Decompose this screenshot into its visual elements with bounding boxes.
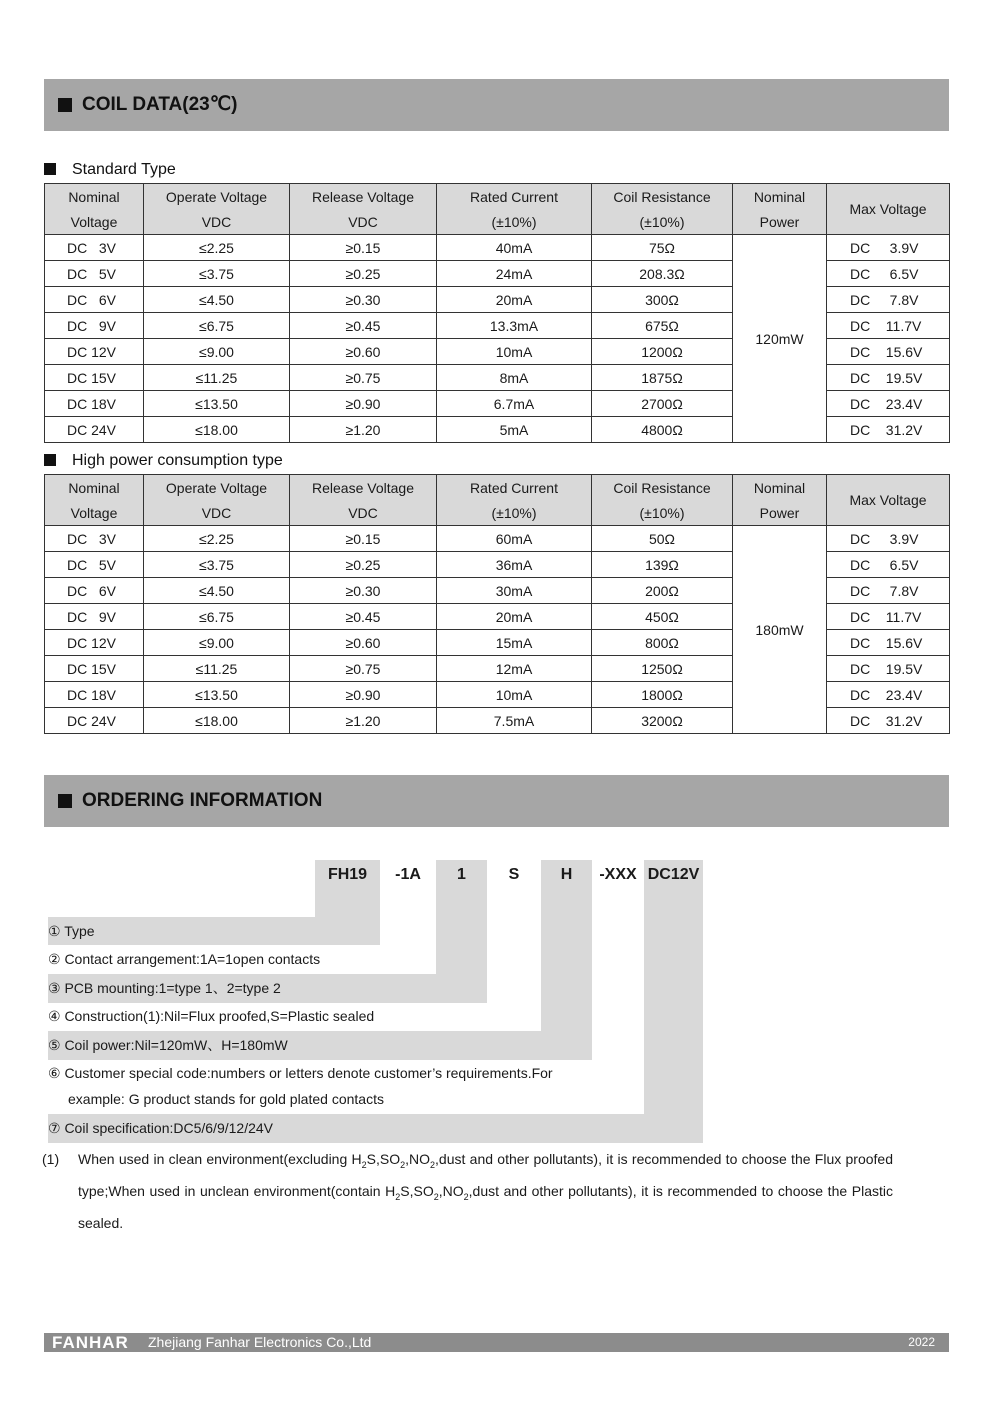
cell-current: 60mA [437,526,592,552]
cell-current: 20mA [437,604,592,630]
cell-current: 24mA [437,261,592,287]
cell-max-voltage: DC 7.8V [827,287,950,313]
cell-operate: ≤11.25 [144,656,290,682]
cell-resistance: 1875Ω [592,365,733,391]
cell-nominal: DC 24V [45,417,144,443]
header-nominal-voltage-sub: Voltage [45,209,144,235]
cell-max-voltage: DC 11.7V [827,604,950,630]
cell-release: ≥0.15 [290,526,437,552]
header-nominal-voltage-sub: Voltage [45,500,144,526]
header-max-voltage: Max Voltage [827,184,950,235]
header-nominal-power-sub: Power [733,209,827,235]
cell-resistance: 1200Ω [592,339,733,365]
cell-operate: ≤9.00 [144,339,290,365]
square-bullet-icon [44,163,56,175]
header-nominal-power: Nominal [733,475,827,501]
cell-release: ≥0.45 [290,313,437,339]
header-operate-voltage: Operate Voltage [144,475,290,501]
cell-resistance: 75Ω [592,235,733,261]
cell-nominal: DC 3V [45,235,144,261]
cell-current: 10mA [437,339,592,365]
cell-max-voltage: DC 31.2V [827,708,950,734]
cell-operate: ≤6.75 [144,604,290,630]
cell-nominal-power: 180mW [733,526,827,734]
cell-release: ≥1.20 [290,708,437,734]
cell-current: 7.5mA [437,708,592,734]
cell-operate: ≤13.50 [144,682,290,708]
cell-nominal: DC 6V [45,578,144,604]
header-coil-resistance: Coil Resistance [592,184,733,210]
high-power-coil-table [44,474,950,734]
square-bullet-icon [44,454,56,466]
cell-max-voltage: DC 23.4V [827,682,950,708]
footer-bar [44,1333,949,1352]
ordering-connector [644,917,703,1114]
header-coil-resistance-sub: (±10%) [592,500,733,526]
cell-nominal: DC 5V [45,552,144,578]
cell-resistance: 2700Ω [592,391,733,417]
section-title: ORDERING INFORMATION [82,790,323,811]
standard-coil-table [44,183,950,443]
standard-type-heading: Standard Type [44,160,176,180]
ordering-line-coil-spec: ⑦ Coil specification:DC5/6/9/12/24V [48,1120,273,1136]
ordering-line-pcb: ③ PCB mounting:1=type 1、2=type 2 [48,980,281,996]
ordering-line-type: ① Type [48,923,95,939]
header-operate-voltage-sub: VDC [144,209,290,235]
cell-current: 40mA [437,235,592,261]
cell-operate: ≤4.50 [144,578,290,604]
header-nominal-power-sub: Power [733,500,827,526]
header-nominal-voltage: Nominal [45,475,144,501]
cell-resistance: 800Ω [592,630,733,656]
company-logo: FANHAR [52,1333,129,1352]
cell-max-voltage: DC 6.5V [827,261,950,287]
coil-data-header [44,79,949,131]
cell-max-voltage: DC 23.4V [827,391,950,417]
cell-max-voltage: DC 19.5V [827,365,950,391]
cell-nominal: DC 18V [45,682,144,708]
cell-nominal: DC 6V [45,287,144,313]
cell-nominal-power: 120mW [733,235,827,443]
section-title: COIL DATA(23℃) [82,94,238,115]
cell-max-voltage: DC 6.5V [827,552,950,578]
cell-operate: ≤11.25 [144,365,290,391]
code-coil-power: H [541,860,592,917]
cell-release: ≥0.60 [290,630,437,656]
header-operate-voltage-sub: VDC [144,500,290,526]
cell-resistance: 4800Ω [592,417,733,443]
ordering-line-special: ⑥ Customer special code:numbers or letters denote customer’s requirements.For [48,1065,553,1081]
header-max-voltage: Max Voltage [827,475,950,526]
header-operate-voltage: Operate Voltage [144,184,290,210]
cell-resistance: 450Ω [592,604,733,630]
cell-release: ≥0.25 [290,261,437,287]
cell-current: 13.3mA [437,313,592,339]
header-rated-current: Rated Current [437,475,592,501]
code-construction: S [508,866,520,883]
cell-operate: ≤9.00 [144,630,290,656]
cell-max-voltage: DC 19.5V [827,656,950,682]
code-coil-voltage: DC12V [644,860,703,917]
cell-resistance: 675Ω [592,313,733,339]
cell-nominal: DC 5V [45,261,144,287]
cell-nominal: DC 12V [45,339,144,365]
cell-operate: ≤18.00 [144,708,290,734]
header-rated-current: Rated Current [437,184,592,210]
ordering-connector [541,917,592,1031]
cell-release: ≥0.60 [290,339,437,365]
cell-current: 5mA [437,417,592,443]
ordering-information-header [44,775,949,827]
ordering-line-coil-power: ⑤ Coil power:Nil=120mW、H=180mW [48,1037,288,1053]
table-row [45,235,950,261]
cell-resistance: 200Ω [592,578,733,604]
cell-current: 30mA [437,578,592,604]
footer-year: 2022 [908,1335,935,1349]
header-nominal-power: Nominal [733,184,827,210]
cell-operate: ≤13.50 [144,391,290,417]
cell-resistance: 139Ω [592,552,733,578]
square-bullet-icon [58,794,72,808]
cell-release: ≥0.30 [290,287,437,313]
cell-operate: ≤18.00 [144,417,290,443]
code-series: FH19 [315,860,380,917]
cell-max-voltage: DC 31.2V [827,417,950,443]
cell-resistance: 3200Ω [592,708,733,734]
header-release-voltage: Release Voltage [290,184,437,210]
cell-current: 6.7mA [437,391,592,417]
code-special: -XXX [599,866,637,883]
high-power-type-heading: High power consumption type [44,451,283,471]
ordering-connector [436,945,487,974]
cell-operate: ≤4.50 [144,287,290,313]
cell-current: 36mA [437,552,592,578]
cell-max-voltage: DC 15.6V [827,339,950,365]
cell-resistance: 208.3Ω [592,261,733,287]
cell-release: ≥0.75 [290,365,437,391]
cell-current: 8mA [437,365,592,391]
cell-nominal: DC 12V [45,630,144,656]
cell-operate: ≤6.75 [144,313,290,339]
ordering-line-special-cont: example: G product stands for gold plated contacts [68,1091,384,1107]
cell-current: 20mA [437,287,592,313]
cell-max-voltage: DC 15.6V [827,630,950,656]
header-rated-current-sub: (±10%) [437,209,592,235]
header-coil-resistance: Coil Resistance [592,475,733,501]
header-release-voltage-sub: VDC [290,500,437,526]
cell-release: ≥0.45 [290,604,437,630]
code-pcb: 1 [436,860,487,917]
cell-release: ≥0.30 [290,578,437,604]
cell-release: ≥0.25 [290,552,437,578]
cell-nominal: DC 24V [45,708,144,734]
cell-current: 12mA [437,656,592,682]
ordering-line-construction: ④ Construction(1):Nil=Flux proofed,S=Plastic sealed [48,1008,375,1024]
note-marker: (1) [42,1151,60,1167]
header-coil-resistance-sub: (±10%) [592,209,733,235]
header-release-voltage-sub: VDC [290,209,437,235]
cell-resistance: 1800Ω [592,682,733,708]
cell-nominal: DC 15V [45,656,144,682]
cell-release: ≥0.90 [290,391,437,417]
ordering-line-contact: ② Contact arrangement:1A=1open contacts [48,951,321,967]
company-name: Zhejiang Fanhar Electronics Co.,Ltd [148,1334,372,1350]
header-release-voltage: Release Voltage [290,475,437,501]
cell-release: ≥0.75 [290,656,437,682]
table-row [45,526,950,552]
cell-max-voltage: DC 3.9V [827,235,950,261]
cell-nominal: DC 15V [45,365,144,391]
cell-release: ≥1.20 [290,417,437,443]
cell-operate: ≤3.75 [144,261,290,287]
cell-max-voltage: DC 7.8V [827,578,950,604]
cell-nominal: DC 9V [45,313,144,339]
cell-max-voltage: DC 3.9V [827,526,950,552]
header-nominal-voltage: Nominal [45,184,144,210]
ordering-strip-1 [48,917,380,945]
ordering-connector [436,917,487,945]
cell-release: ≥0.90 [290,682,437,708]
cell-operate: ≤2.25 [144,235,290,261]
cell-nominal: DC 9V [45,604,144,630]
cell-nominal: DC 3V [45,526,144,552]
cell-current: 15mA [437,630,592,656]
note-text: When used in clean environment(excluding $H_2S,SO_2,NO_2,dust$ and other pollutants), it is recommended to choose the Flux proofed type;When used in unclean environment(contain $H_2S,SO_2,NO_2,dust$ and other pollutants), it is recommended to choose the Plastic sealed. [78,1151,893,1231]
cell-operate: ≤2.25 [144,526,290,552]
cell-resistance: 50Ω [592,526,733,552]
cell-release: ≥0.15 [290,235,437,261]
cell-nominal: DC 18V [45,391,144,417]
square-bullet-icon [58,98,72,112]
code-contact: -1A [395,866,421,883]
cell-current: 10mA [437,682,592,708]
cell-operate: ≤3.75 [144,552,290,578]
cell-resistance: 300Ω [592,287,733,313]
cell-max-voltage: DC 11.7V [827,313,950,339]
cell-resistance: 1250Ω [592,656,733,682]
header-rated-current-sub: (±10%) [437,500,592,526]
